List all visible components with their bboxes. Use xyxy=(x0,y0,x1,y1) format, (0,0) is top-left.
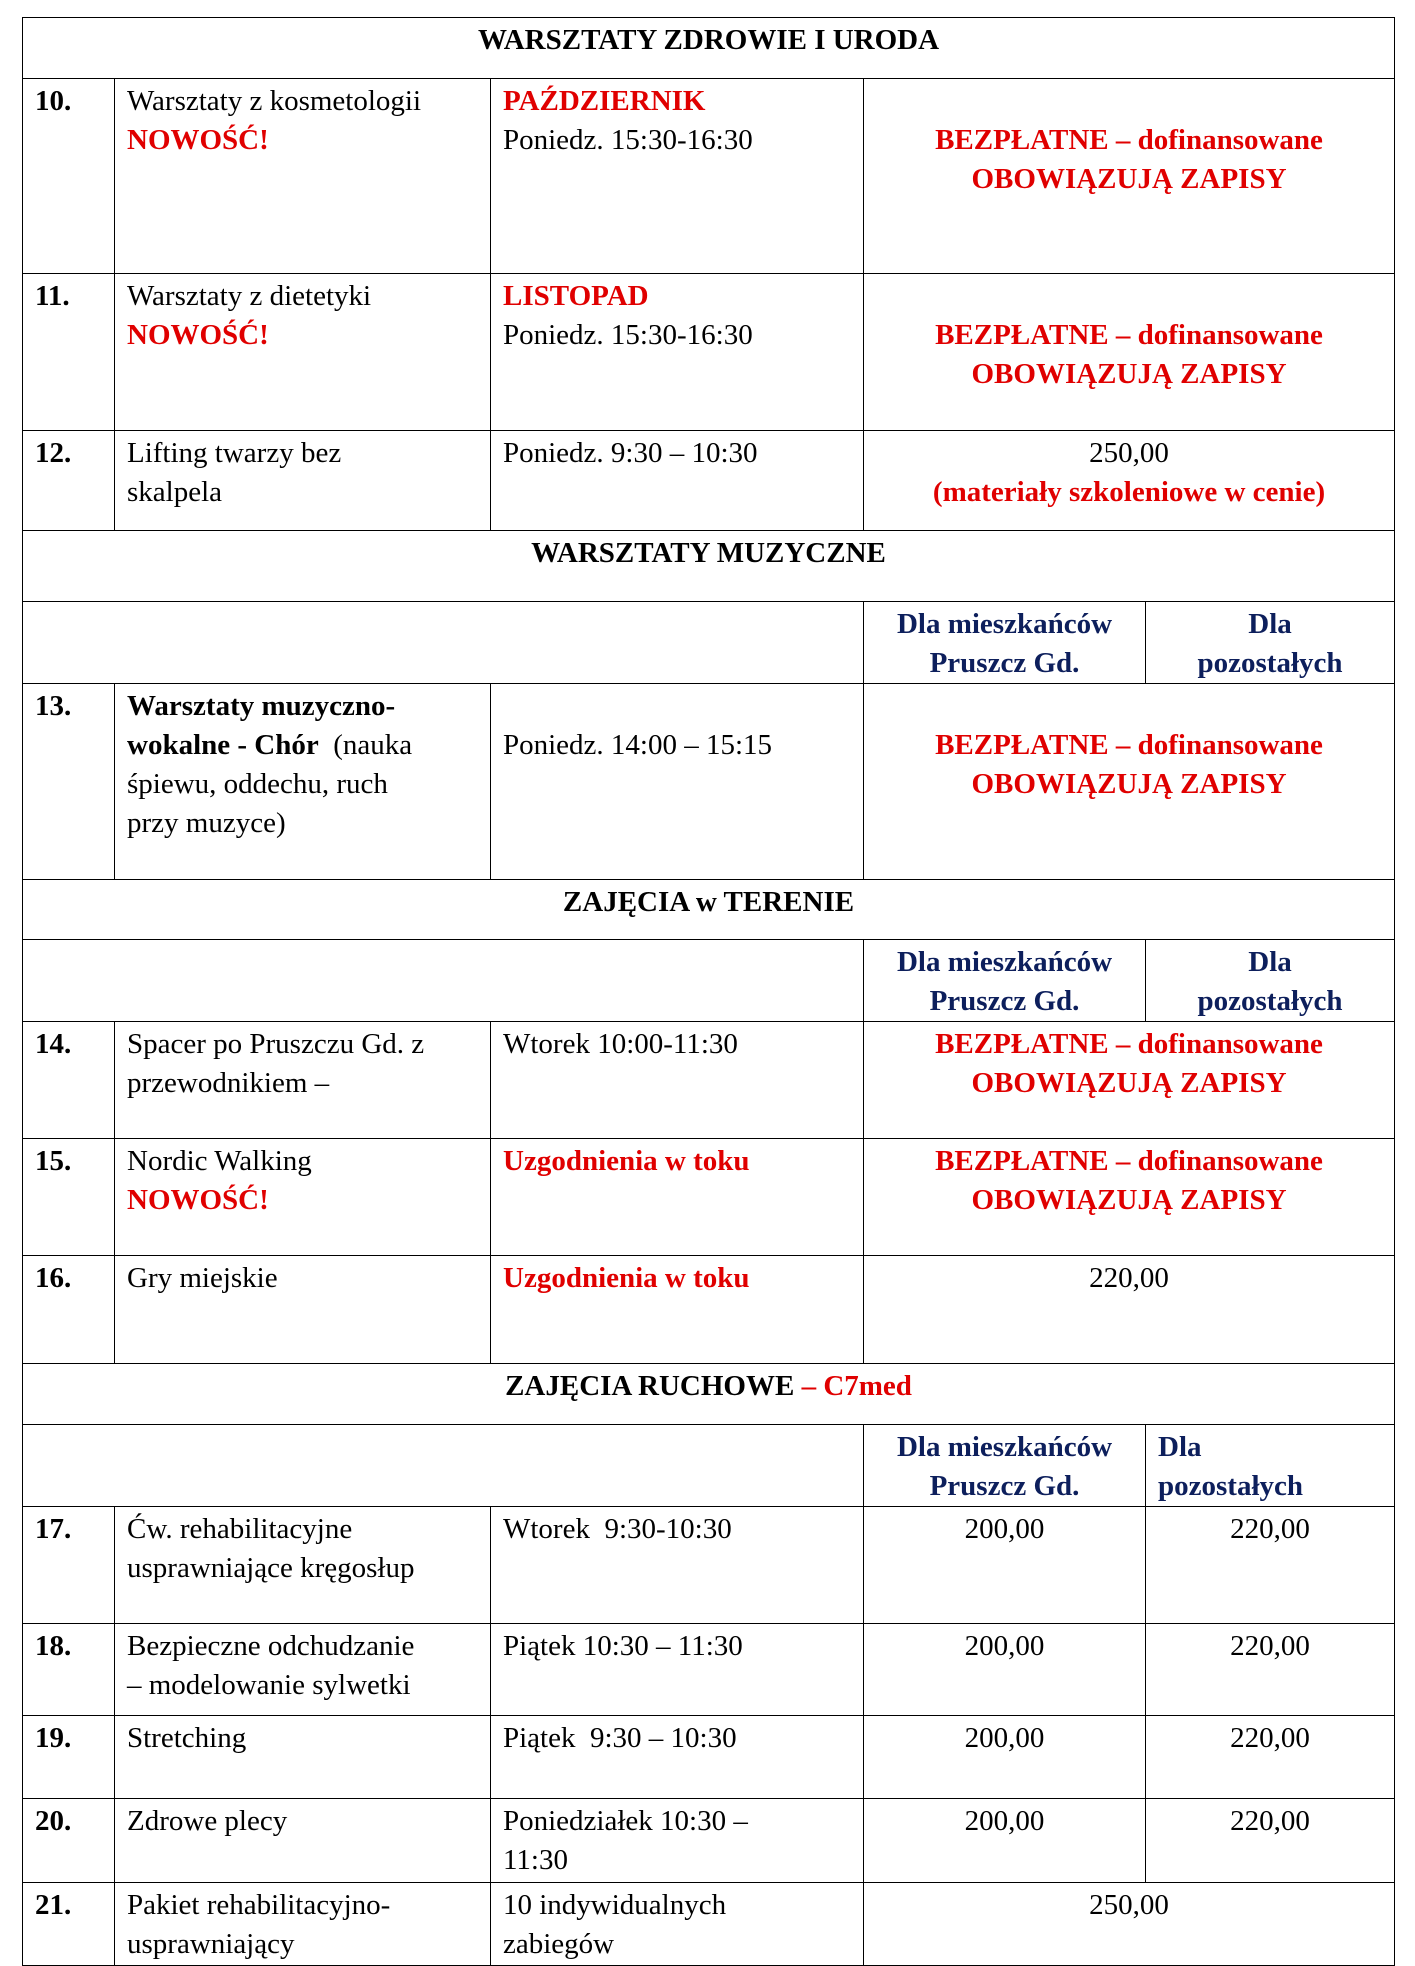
free-line2: OBOWIĄZUJĄ ZAPISY xyxy=(971,358,1287,390)
free-line1: BEZPŁATNE – dofinansowane xyxy=(935,124,1323,156)
price-value: 250,00 xyxy=(1089,437,1169,469)
activity-name xyxy=(115,431,491,531)
price-residents: 200,00 xyxy=(864,1624,1146,1716)
header-residents-line1: Dla mieszkańców xyxy=(896,608,1113,640)
activity-name xyxy=(115,1624,491,1716)
activity-name-line2: skalpela xyxy=(127,476,223,508)
section-title-movement-brand: – C7med xyxy=(801,1370,912,1402)
activity-name: Zdrowe plecy xyxy=(115,1799,491,1883)
header-others-line1: Dla xyxy=(1248,608,1292,640)
time-line1: 10 indywidualnych xyxy=(503,1889,727,1921)
section-title-music: WARSZTATY MUZYCZNE xyxy=(23,531,1395,602)
header-others-line2: pozostałych xyxy=(1197,985,1343,1017)
row-number: 20. xyxy=(23,1799,115,1883)
header-others-line1: Dla xyxy=(1248,946,1292,978)
price-value: 250,00 xyxy=(864,1883,1395,1966)
activity-name-text: Warsztaty z dietetyki xyxy=(127,280,372,312)
activity-name-line2: przewodnikiem – xyxy=(127,1067,330,1099)
header-residents-line2: Pruszcz Gd. xyxy=(929,985,1080,1017)
price-others: 220,00 xyxy=(1146,1507,1395,1624)
section-title-movement xyxy=(23,1364,1395,1425)
row-number: 14. xyxy=(23,1022,115,1139)
price-others: 220,00 xyxy=(1146,1624,1395,1716)
time-text: Poniedz. 15:30-16:30 xyxy=(503,319,753,351)
free-line1: BEZPŁATNE – dofinansowane xyxy=(935,729,1323,761)
section-title-movement-text: ZAJĘCIA RUCHOWE xyxy=(505,1370,802,1402)
time-value: Poniedz. 14:00 – 15:15 xyxy=(503,729,773,761)
time-text xyxy=(491,1799,864,1883)
price-residents: 200,00 xyxy=(864,1507,1146,1624)
new-badge: NOWOŚĆ! xyxy=(127,124,269,156)
time-line2: 11:30 xyxy=(503,1844,568,1876)
activity-name-line2: usprawniające kręgosłup xyxy=(127,1552,415,1584)
month-label: LISTOPAD xyxy=(503,280,649,312)
time-text: Wtorek 10:00-11:30 xyxy=(491,1022,864,1139)
table-row xyxy=(23,431,1395,531)
table-row xyxy=(23,79,1395,274)
activity-name-line1: Pakiet rehabilitacyjno- xyxy=(127,1889,391,1921)
table-row xyxy=(23,1883,1395,1966)
time-text xyxy=(491,1883,864,1966)
row-number: 13. xyxy=(23,684,115,880)
activity-name-line2-bold: wokalne - Chór xyxy=(127,729,319,761)
time-text: Poniedz. 15:30-16:30 xyxy=(503,124,753,156)
activity-name-line1: Warsztaty muzyczno- xyxy=(127,690,396,722)
free-line2: OBOWIĄZUJĄ ZAPISY xyxy=(971,1184,1287,1216)
activity-name-line2: (nauka xyxy=(318,729,413,761)
table-row xyxy=(23,684,1395,880)
activity-name xyxy=(115,1139,491,1256)
activity-name-line4: przy muzyce) xyxy=(127,807,286,839)
row-number: 21. xyxy=(23,1883,115,1966)
table-row xyxy=(23,1256,1395,1364)
time-line2: zabiegów xyxy=(503,1928,615,1960)
header-residents-line1: Dla mieszkańców xyxy=(896,946,1113,978)
time-text: Piątek 9:30 – 10:30 xyxy=(491,1716,864,1799)
header-others xyxy=(1146,602,1395,684)
row-number: 12. xyxy=(23,431,115,531)
price-others: 220,00 xyxy=(1146,1716,1395,1799)
activity-name-line2: usprawniający xyxy=(127,1928,295,1960)
price-value: 220,00 xyxy=(864,1256,1395,1364)
header-residents-line2: Pruszcz Gd. xyxy=(929,647,1080,679)
activity-name xyxy=(115,1883,491,1966)
row-number: 10. xyxy=(23,79,115,274)
free-line1: BEZPŁATNE – dofinansowane xyxy=(935,1145,1323,1177)
activity-name xyxy=(115,1507,491,1624)
schedule-cell xyxy=(491,274,864,431)
header-spacer xyxy=(23,1425,864,1507)
time-text: Wtorek 9:30-10:30 xyxy=(491,1507,864,1624)
free-line1: BEZPŁATNE – dofinansowane xyxy=(935,319,1323,351)
activity-name xyxy=(115,79,491,274)
header-residents xyxy=(864,1425,1146,1507)
free-enrollment-note xyxy=(864,274,1395,431)
table-row xyxy=(23,1799,1395,1883)
schedule-cell xyxy=(491,79,864,274)
table-row xyxy=(23,1139,1395,1256)
row-number: 19. xyxy=(23,1716,115,1799)
new-badge: NOWOŚĆ! xyxy=(127,1184,269,1216)
header-others-line2: pozostałych xyxy=(1197,647,1343,679)
free-line2: OBOWIĄZUJĄ ZAPISY xyxy=(971,1067,1287,1099)
activity-name xyxy=(115,1022,491,1139)
price-header-row xyxy=(23,602,1395,684)
header-residents-line2: Pruszcz Gd. xyxy=(929,1470,1080,1502)
activity-name-line3: śpiewu, oddechu, ruch xyxy=(127,768,388,800)
activity-name-text: Warsztaty z kosmetologii xyxy=(127,85,422,117)
free-line2: OBOWIĄZUJĄ ZAPISY xyxy=(971,163,1287,195)
table-row xyxy=(23,1624,1395,1716)
activity-name xyxy=(115,274,491,431)
row-number: 11. xyxy=(23,274,115,431)
activity-name: Gry miejskie xyxy=(115,1256,491,1364)
price-header-row xyxy=(23,1425,1395,1507)
price-others: 220,00 xyxy=(1146,1799,1395,1883)
table-row xyxy=(23,1507,1395,1624)
price-residents: 200,00 xyxy=(864,1716,1146,1799)
section-title-health-beauty: WARSZTATY ZDROWIE I URODA xyxy=(23,18,1395,79)
activity-name-line2: – modelowanie sylwetki xyxy=(127,1669,411,1701)
header-residents xyxy=(864,602,1146,684)
table-row xyxy=(23,1022,1395,1139)
free-enrollment-note xyxy=(864,1022,1395,1139)
activity-name-line1: Ćw. rehabilitacyjne xyxy=(127,1513,353,1545)
header-spacer xyxy=(23,602,864,684)
header-others xyxy=(1146,1425,1395,1507)
price-header-row xyxy=(23,940,1395,1022)
free-enrollment-note xyxy=(864,684,1395,880)
free-enrollment-note xyxy=(864,79,1395,274)
row-number: 18. xyxy=(23,1624,115,1716)
new-badge: NOWOŚĆ! xyxy=(127,319,269,351)
row-number: 16. xyxy=(23,1256,115,1364)
free-line1: BEZPŁATNE – dofinansowane xyxy=(935,1028,1323,1060)
activity-name: Stretching xyxy=(115,1716,491,1799)
free-line2: OBOWIĄZUJĄ ZAPISY xyxy=(971,768,1287,800)
activity-name-line1: Bezpieczne odchudzanie xyxy=(127,1630,415,1662)
activity-name xyxy=(115,684,491,880)
time-text: Poniedz. 9:30 – 10:30 xyxy=(491,431,864,531)
row-number: 17. xyxy=(23,1507,115,1624)
time-text: Piątek 10:30 – 11:30 xyxy=(491,1624,864,1716)
row-number: 15. xyxy=(23,1139,115,1256)
table-row xyxy=(23,274,1395,431)
price-residents: 200,00 xyxy=(864,1799,1146,1883)
activity-name-line1: Spacer po Pruszczu Gd. z xyxy=(127,1028,425,1060)
time-text xyxy=(491,684,864,880)
table-row xyxy=(23,1716,1395,1799)
section-title-outdoor: ZAJĘCIA w TERENIE xyxy=(23,880,1395,940)
price-cell xyxy=(864,431,1395,531)
header-residents-line1: Dla mieszkańców xyxy=(896,1431,1113,1463)
activity-name-text: Nordic Walking xyxy=(127,1145,312,1177)
time-text: Uzgodnienia w toku xyxy=(491,1139,864,1256)
free-enrollment-note xyxy=(864,1139,1395,1256)
time-line1: Poniedziałek 10:30 – xyxy=(503,1805,748,1837)
header-others xyxy=(1146,940,1395,1022)
header-others-line2: pozostałych xyxy=(1158,1470,1303,1502)
month-label: PAŹDZIERNIK xyxy=(503,85,706,117)
price-note: (materiały szkoleniowe w cenie) xyxy=(932,476,1326,508)
time-text: Uzgodnienia w toku xyxy=(491,1256,864,1364)
header-residents xyxy=(864,940,1146,1022)
schedule-table xyxy=(22,17,1395,1966)
activity-name-line1: Lifting twarzy bez xyxy=(127,437,342,469)
header-others-line1: Dla xyxy=(1158,1431,1202,1463)
header-spacer xyxy=(23,940,864,1022)
